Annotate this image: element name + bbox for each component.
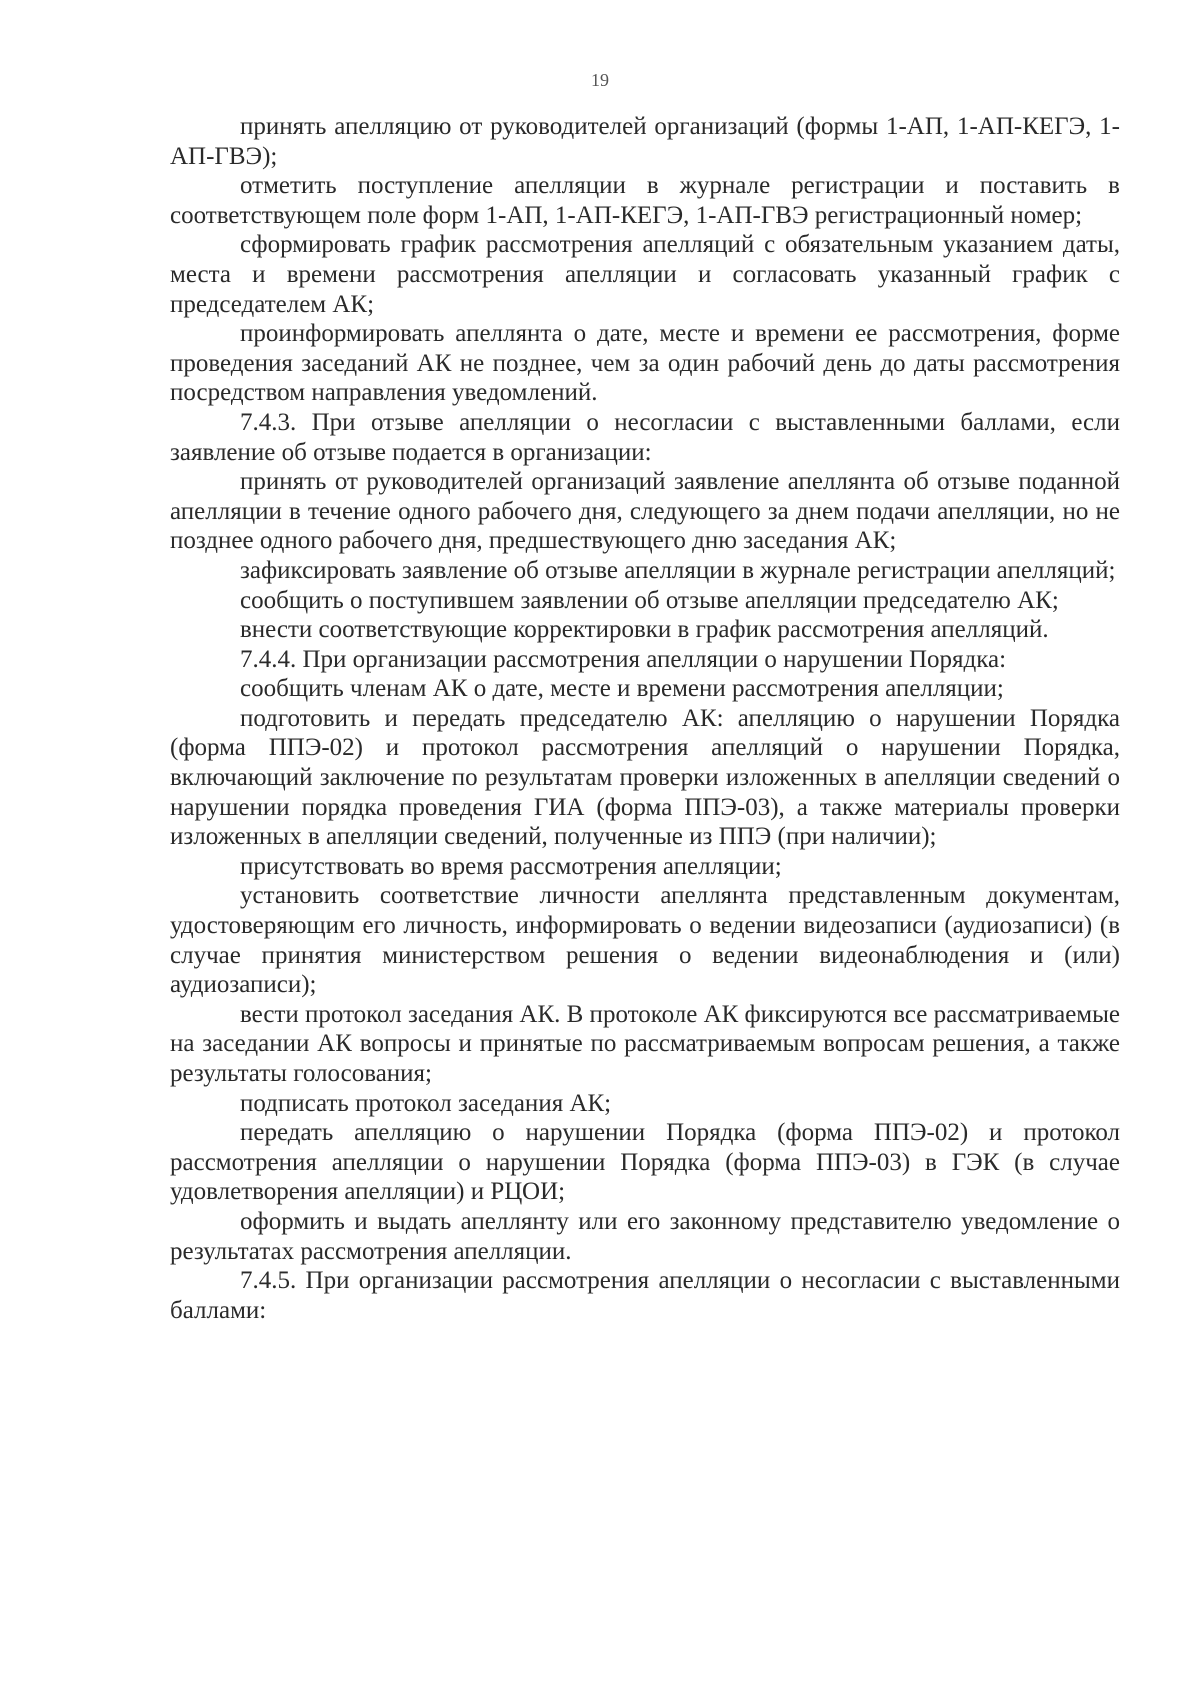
paragraph: подготовить и передать председателю АК: апелляцию о нарушении Порядка (форма ППЭ-02) и протокол рассмотрения апелляций о нарушении Порядка, включающий заключение по результатам проверки изложенных в апелляции сведений о нарушении порядка проведения ГИА (форма ППЭ-03), а также материалы проверки изложенных в апелляции сведений, полученные из ППЭ (при наличии);	[170, 704, 1120, 851]
paragraph: установить соответствие личности апеллянта представленным документам, удостоверяющим его личность, информировать о ведении видеозаписи (аудиозаписи) (в случае принятия министерством решения о ведении видеонаблюдения и (или) аудиозаписи);	[170, 882, 1120, 999]
document-body	[170, 112, 1120, 1325]
paragraph: сообщить членам АК о дате, месте и времени рассмотрения апелляции;	[240, 675, 1004, 703]
paragraph: сформировать график рассмотрения апелляций с обязательным указанием даты, места и времени рассмотрения апелляции и согласовать указанный график с председателем АК;	[170, 231, 1120, 318]
paragraph: оформить и выдать апеллянту или его законному представителю уведомление о результатах рассмотрения апелляции.	[170, 1207, 1120, 1265]
paragraph: внести соответствующие корректировки в график рассмотрения апелляций.	[240, 616, 1049, 644]
paragraph: отметить поступление апелляции в журнале регистрации и поставить в соответствующем поле форм 1-АП, 1-АП-КЕГЭ, 1-АП-ГВЭ регистрационный номер;	[170, 172, 1120, 229]
paragraph: зафиксировать заявление об отзыве апелляции в журнале регистрации апелляций;	[240, 556, 1116, 584]
paragraph: подписать протокол заседания АК;	[240, 1089, 612, 1117]
paragraph: передать апелляцию о нарушении Порядка (форма ППЭ-02) и протокол рассмотрения апелляции о нарушении Порядка (форма ППЭ-03) в ГЭК (в случае удовлетворения апелляции) и РЦОИ;	[170, 1119, 1120, 1206]
paragraph: сообщить о поступившем заявлении об отзыве апелляции председателю АК;	[240, 586, 1059, 614]
page-number: 19	[591, 70, 609, 90]
paragraph: вести протокол заседания АК. В протоколе АК фиксируются все рассматриваемые на заседании АК вопросы и принятые по рассматриваемым вопросам решения, а также результаты голосования;	[170, 1000, 1121, 1087]
section-heading-7-4-3: 7.4.3. При отзыве апелляции о несогласии с выставленными баллами, если заявление об отзыве подается в организации:	[170, 408, 1120, 466]
paragraph: принять от руководителей организаций заявление апеллянта об отзыве поданной апелляции в течение одного рабочего дня, следующего за днем подачи апелляции, но не позднее одного рабочего дня, предшествующего дню заседания АК;	[170, 468, 1120, 555]
section-heading-7-4-4: 7.4.4. При организации рассмотрения апелляции о нарушении Порядка:	[240, 645, 1007, 673]
paragraph: присутствовать во время рассмотрения апелляции;	[240, 852, 782, 880]
section-heading-7-4-5: 7.4.5. При организации рассмотрения апелляции о несогласии с выставленными баллами:	[170, 1267, 1120, 1324]
paragraph: проинформировать апеллянта о дате, месте и времени ее рассмотрения, форме проведения заседаний АК не позднее, чем за один рабочий день до даты рассмотрения посредством направления уведомлений.	[170, 320, 1120, 407]
paragraph: принять апелляцию от руководителей организаций (формы 1-АП, 1-АП-КЕГЭ, 1- АП-ГВЭ);	[170, 113, 1120, 170]
